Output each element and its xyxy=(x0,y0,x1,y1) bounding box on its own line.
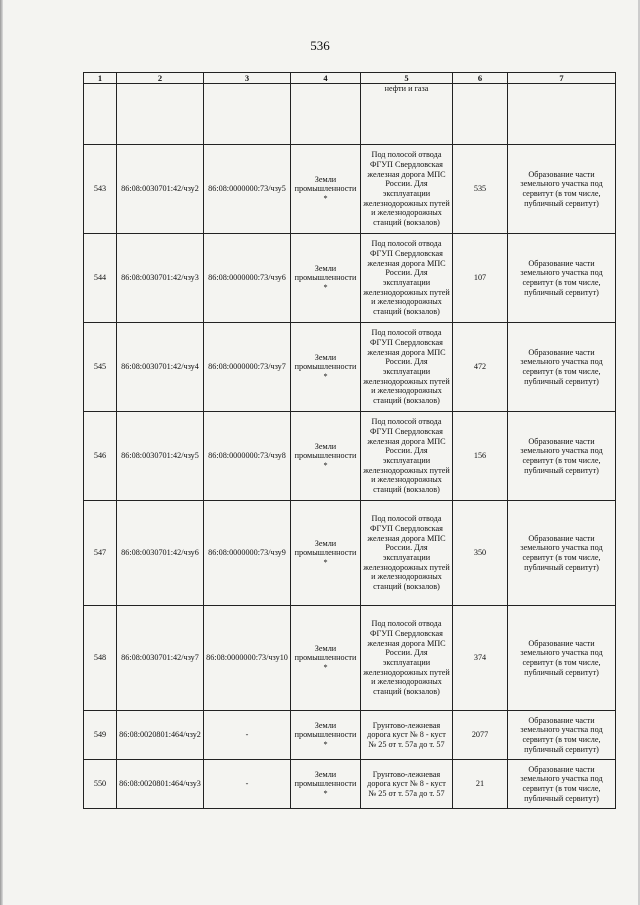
cell-num: 549 xyxy=(84,711,117,760)
cell-category: Земли промышленности* xyxy=(291,234,361,323)
scan-left-edge xyxy=(0,0,3,905)
header-col-2: 2 xyxy=(117,73,204,84)
cell-category: Земли промышленности* xyxy=(291,501,361,606)
cell-category xyxy=(291,84,361,145)
cell-category: Земли промышленности* xyxy=(291,412,361,501)
cell-parent: 86:08:0000000:73/чзу5 xyxy=(204,145,291,234)
cell-num: 547 xyxy=(84,501,117,606)
header-col-5: 5 xyxy=(361,73,453,84)
cell-cadastral: 86:08:0030701:42/чзу2 xyxy=(117,145,204,234)
cell-cadastral xyxy=(117,84,204,145)
cell-purpose xyxy=(508,84,616,145)
cell-purpose: Образование части земельного участка под сервитут (в том числе, публичный сервитут) xyxy=(508,711,616,760)
cell-category: Земли промышленности* xyxy=(291,145,361,234)
cell-parent: 86:08:0000000:73/чзу8 xyxy=(204,412,291,501)
table-row xyxy=(84,412,616,501)
cell-purpose: Образование части земельного участка под сервитут (в том числе, публичный сервитут) xyxy=(508,323,616,412)
cell-num: 543 xyxy=(84,145,117,234)
cell-category: Земли промышленности* xyxy=(291,323,361,412)
header-col-6: 6 xyxy=(453,73,508,84)
cell-parent: 86:08:0000000:73/чзу7 xyxy=(204,323,291,412)
table-row xyxy=(84,234,616,323)
cell-description: Под полосой отвода ФГУП Свердловская железная дорога МПС России. Для эксплуатации железнодорожных путей и железнодорожных станций (вокзалов) xyxy=(361,606,453,711)
cell-parent: - xyxy=(204,760,291,809)
cell-cadastral: 86:08:0030701:42/чзу3 xyxy=(117,234,204,323)
cell-cadastral: 86:08:0020801:464/чзу3 xyxy=(117,760,204,809)
cell-description: Под полосой отвода ФГУП Свердловская железная дорога МПС России. Для эксплуатации железнодорожных путей и железнодорожных станций (вокзалов) xyxy=(361,412,453,501)
cell-cadastral: 86:08:0030701:42/чзу4 xyxy=(117,323,204,412)
cell-parent xyxy=(204,84,291,145)
table-row xyxy=(84,711,616,760)
parcel-table xyxy=(83,72,616,809)
cell-purpose: Образование части земельного участка под сервитут (в том числе, публичный сервитут) xyxy=(508,234,616,323)
cell-num xyxy=(84,84,117,145)
cell-area: 2077 xyxy=(453,711,508,760)
cell-parent: - xyxy=(204,711,291,760)
cell-area: 156 xyxy=(453,412,508,501)
cell-description: Под полосой отвода ФГУП Свердловская железная дорога МПС России. Для эксплуатации железнодорожных путей и железнодорожных станций (вокзалов) xyxy=(361,234,453,323)
cell-area xyxy=(453,84,508,145)
cell-cadastral: 86:08:0030701:42/чзу7 xyxy=(117,606,204,711)
cell-purpose: Образование части земельного участка под сервитут (в том числе, публичный сервитут) xyxy=(508,501,616,606)
header-row xyxy=(84,73,616,84)
cell-purpose: Образование части земельного участка под сервитут (в том числе, публичный сервитут) xyxy=(508,606,616,711)
cell-category: Земли промышленности* xyxy=(291,711,361,760)
cell-area: 374 xyxy=(453,606,508,711)
cell-description: Под полосой отвода ФГУП Свердловская железная дорога МПС России. Для эксплуатации железнодорожных путей и железнодорожных станций (вокзалов) xyxy=(361,145,453,234)
cell-num: 550 xyxy=(84,760,117,809)
table-row xyxy=(84,145,616,234)
cell-cadastral: 86:08:0030701:42/чзу5 xyxy=(117,412,204,501)
cell-area: 350 xyxy=(453,501,508,606)
page-number: 536 xyxy=(310,38,330,53)
cell-parent: 86:08:0000000:73/чзу9 xyxy=(204,501,291,606)
header-col-4: 4 xyxy=(291,73,361,84)
cell-description: Под полосой отвода ФГУП Свердловская железная дорога МПС России. Для эксплуатации железнодорожных путей и железнодорожных станций (вокзалов) xyxy=(361,501,453,606)
cell-description: Грунтово-лежневая дорога куст № 8 - куст № 25 от т. 57а до т. 57 xyxy=(361,711,453,760)
cell-area: 535 xyxy=(453,145,508,234)
header-col-7: 7 xyxy=(508,73,616,84)
cell-parent: 86:08:0000000:73/чзу10 xyxy=(204,606,291,711)
cell-cadastral: 86:08:0030701:42/чзу6 xyxy=(117,501,204,606)
continuation-row xyxy=(84,84,616,145)
cell-num: 544 xyxy=(84,234,117,323)
cell-description: нефти и газа xyxy=(361,84,453,145)
cell-parent: 86:08:0000000:73/чзу6 xyxy=(204,234,291,323)
cell-category: Земли промышленности* xyxy=(291,760,361,809)
table-header xyxy=(84,73,616,84)
cell-description: Грунтово-лежневая дорога куст № 8 - куст № 25 от т. 57а до т. 57 xyxy=(361,760,453,809)
header-col-3: 3 xyxy=(204,73,291,84)
header-col-1: 1 xyxy=(84,73,117,84)
cell-num: 548 xyxy=(84,606,117,711)
cell-num: 545 xyxy=(84,323,117,412)
cell-purpose: Образование части земельного участка под сервитут (в том числе, публичный сервитут) xyxy=(508,760,616,809)
cell-purpose: Образование части земельного участка под сервитут (в том числе, публичный сервитут) xyxy=(508,412,616,501)
cell-description: Под полосой отвода ФГУП Свердловская железная дорога МПС России. Для эксплуатации железнодорожных путей и железнодорожных станций (вокзалов) xyxy=(361,323,453,412)
cell-category: Земли промышленности* xyxy=(291,606,361,711)
cell-area: 472 xyxy=(453,323,508,412)
cell-purpose: Образование части земельного участка под сервитут (в том числе, публичный сервитут) xyxy=(508,145,616,234)
cell-num: 546 xyxy=(84,412,117,501)
table-row xyxy=(84,606,616,711)
cell-area: 21 xyxy=(453,760,508,809)
table-row xyxy=(84,760,616,809)
cell-cadastral: 86:08:0020801:464/чзу2 xyxy=(117,711,204,760)
table-row xyxy=(84,501,616,606)
cell-area: 107 xyxy=(453,234,508,323)
table-row xyxy=(84,323,616,412)
